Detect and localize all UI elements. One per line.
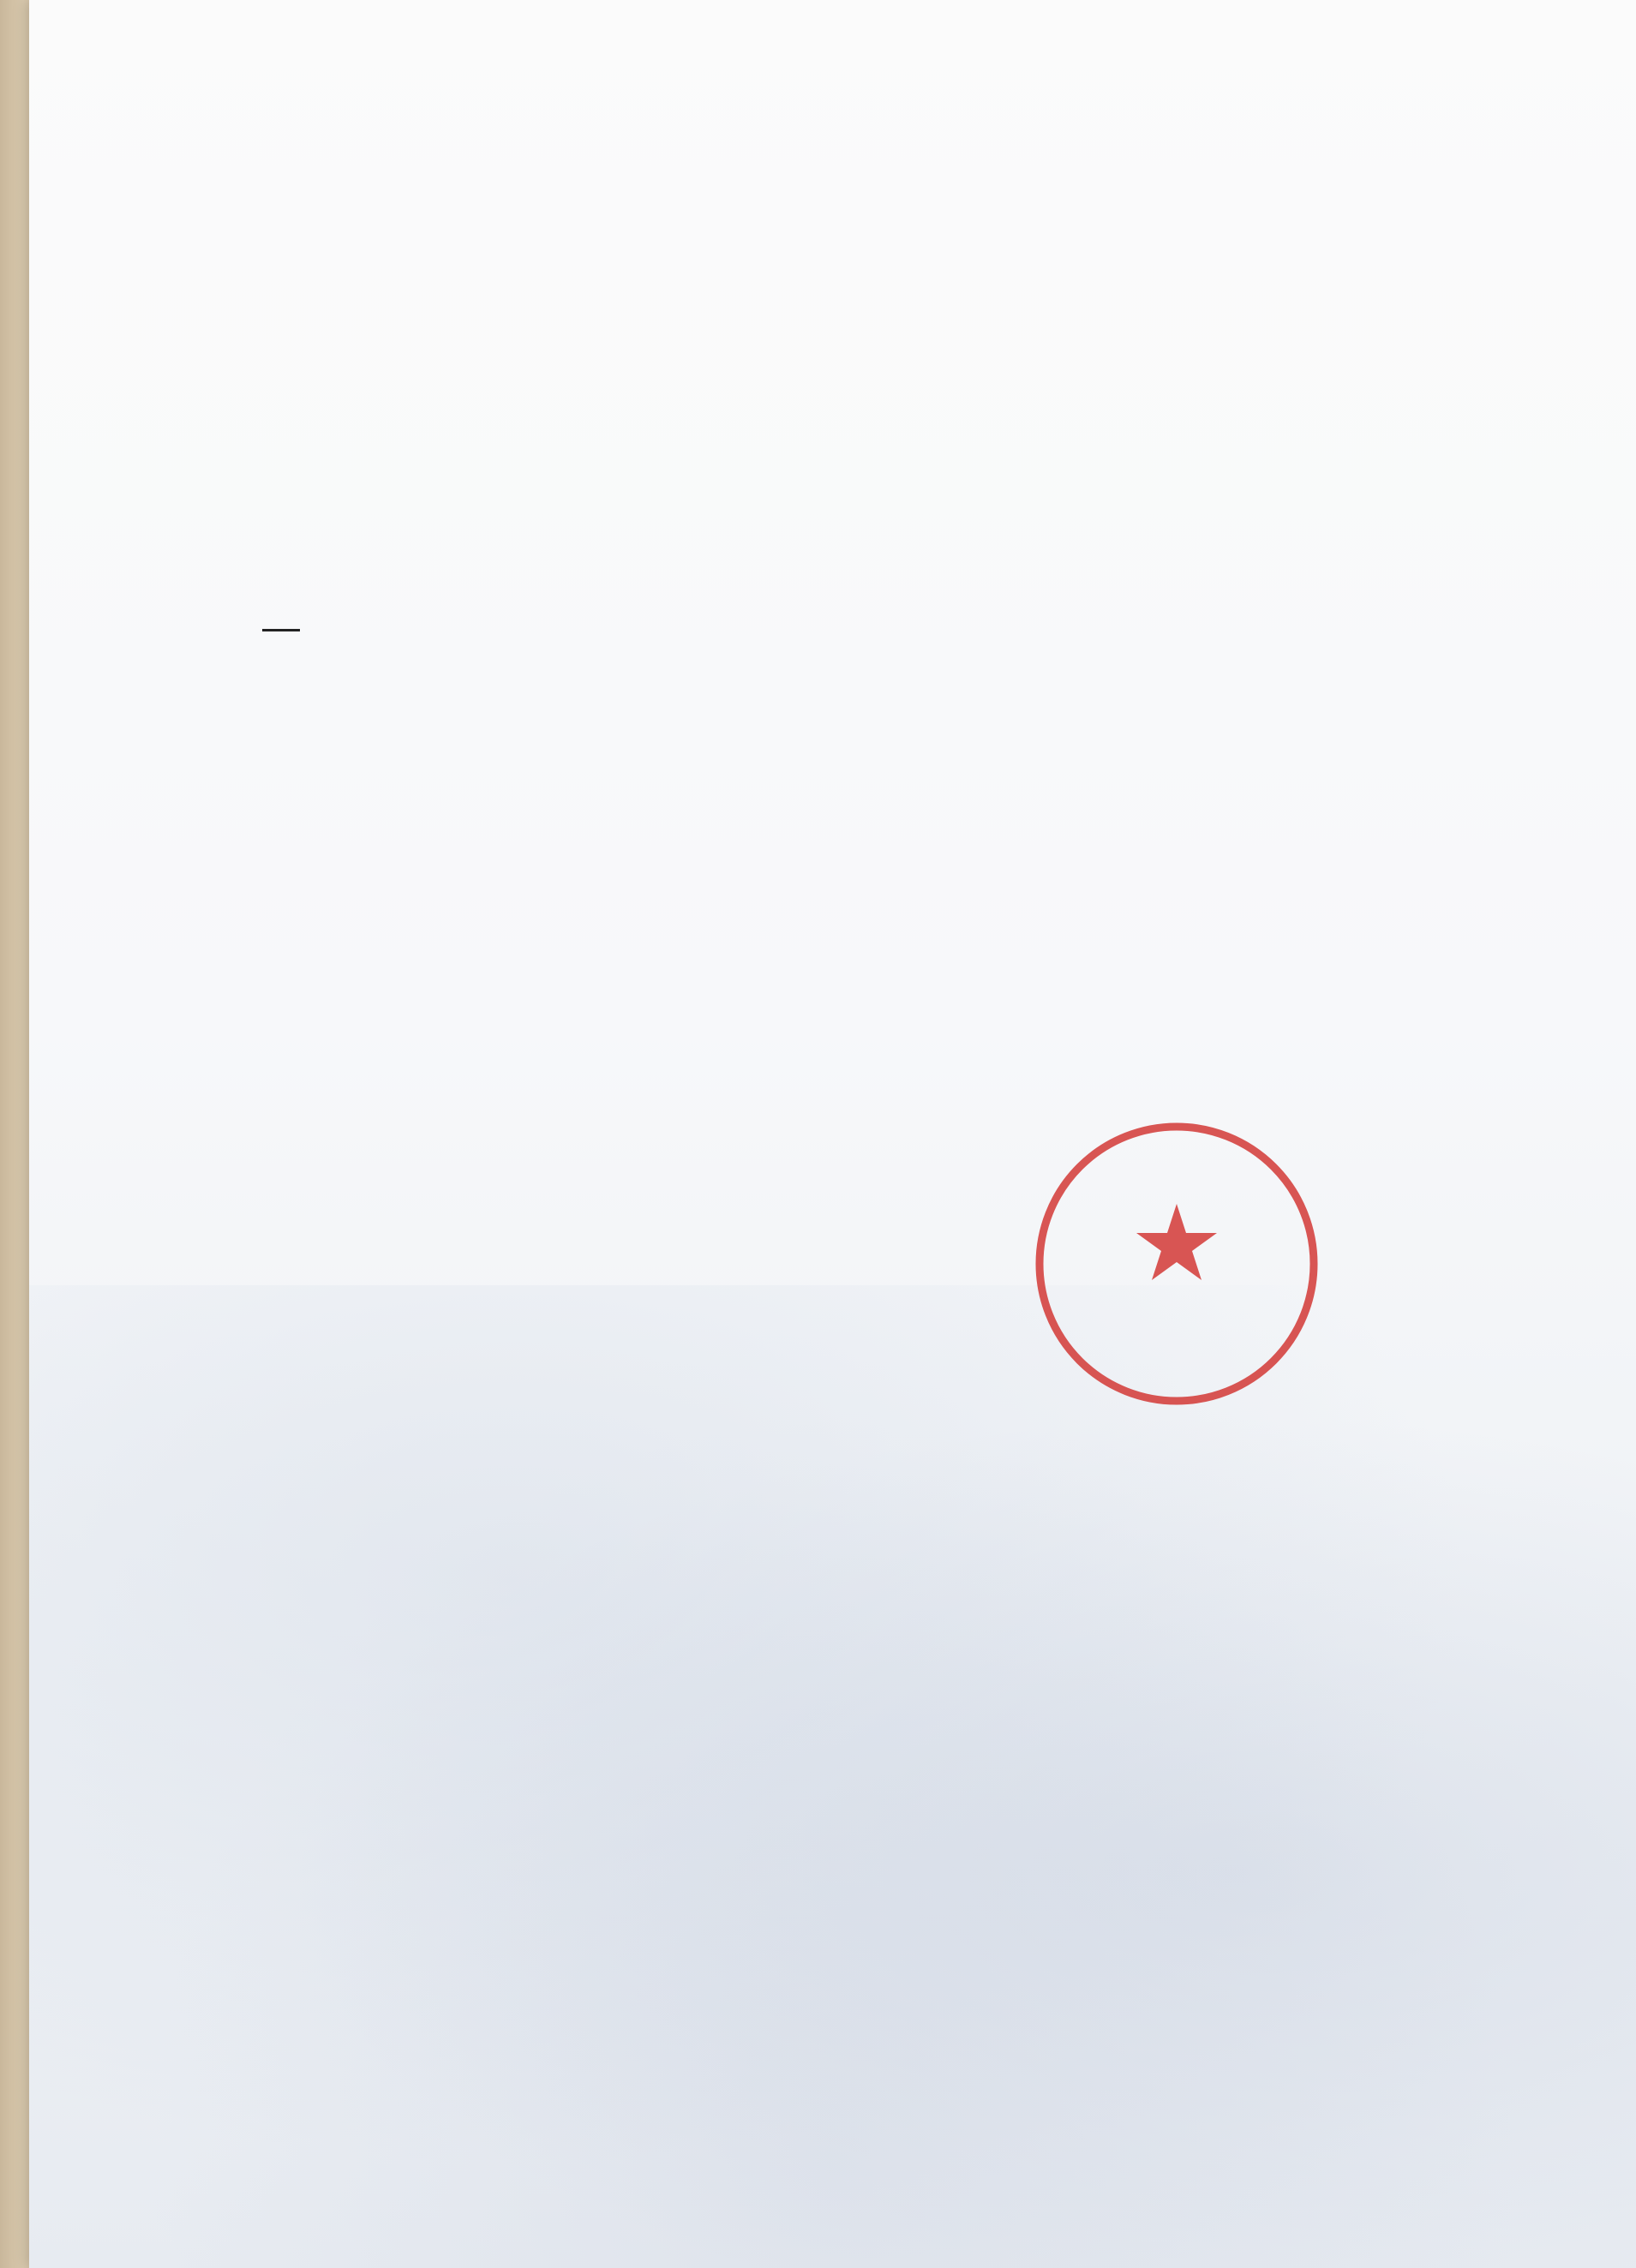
official-seal: [1027, 1114, 1327, 1414]
seal-ring: [1040, 1127, 1314, 1401]
project-name: [262, 627, 300, 631]
document-page: [29, 0, 1636, 2268]
paragraph-1-line-3: [262, 593, 300, 642]
seal-star-icon: [1136, 1204, 1217, 1280]
